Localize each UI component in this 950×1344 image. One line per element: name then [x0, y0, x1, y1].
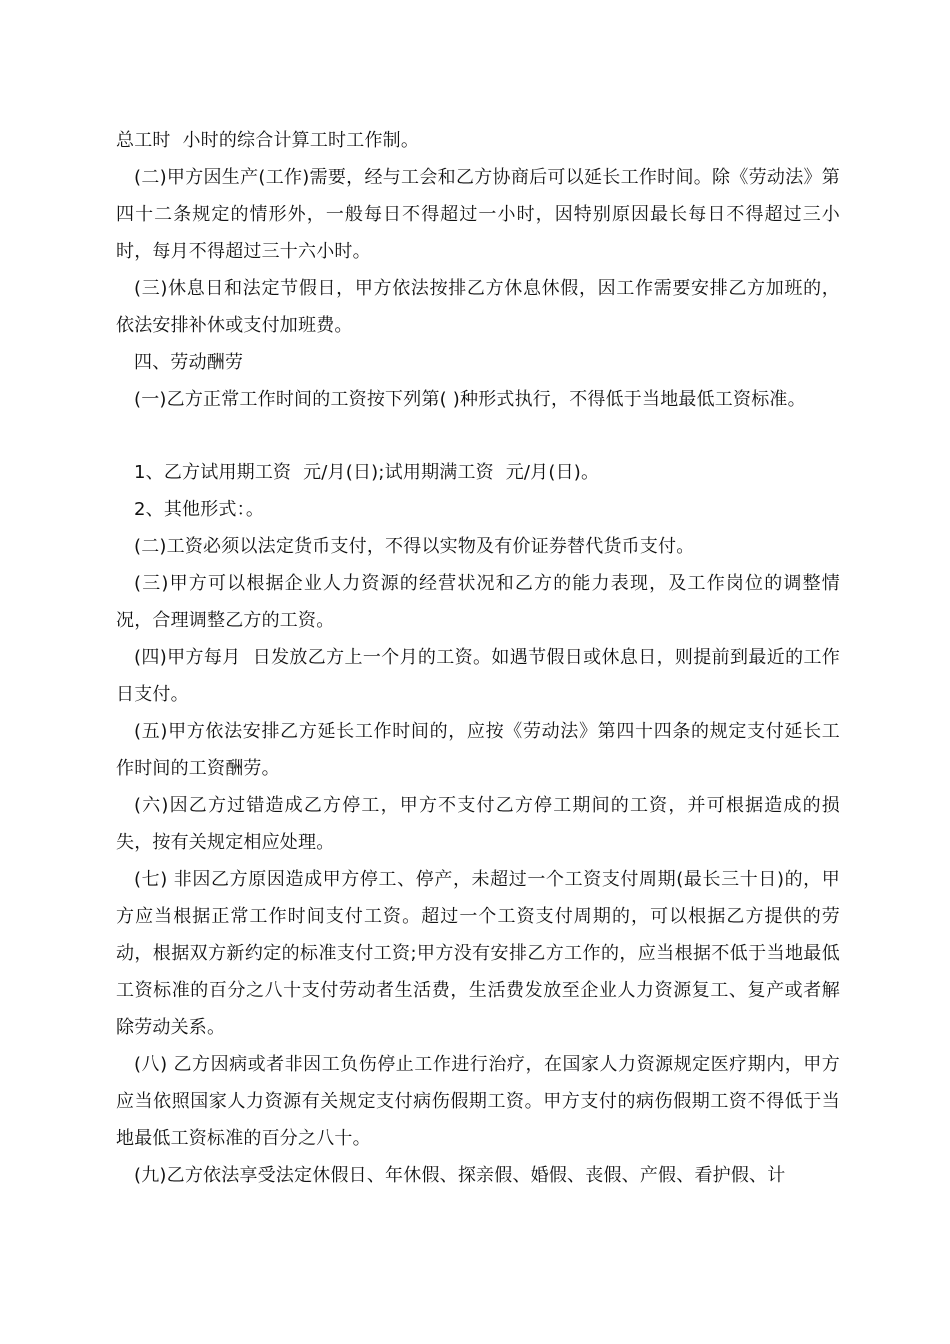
paragraph-employer-stoppage: (七) 非因乙方原因造成甲方停工、停产，未超过一个工资支付周期(最长三十日)的，甲方应当根据正常工作时间支付工资。超过一个工资支付周期的，可以根据乙方提供的劳动，根据双方新约定的标准支付工资;甲方没有安排乙方工作的，应当根据不低于当地最低工资标准的百分之八十支付劳动者生活费，生活费发放至企业人力资源复工、复产或者解除劳动关系。 [116, 869, 840, 1038]
document-body [116, 122, 840, 1194]
paragraph-legal-currency: (二)工资必须以法定货币支付，不得以实物及有价证券替代货币支付。 [134, 536, 695, 557]
paragraph-overtime-pay: (五)甲方依法安排乙方延长工作时间的，应按《劳动法》第四十四条的规定支付延长工作时间的工资酬劳。 [116, 721, 840, 779]
paragraph-overtime-extension: (二)甲方因生产(工作)需要，经与工会和乙方协商后可以延长工作时间。除《劳动法》第四十二条规定的情形外，一般每日不得超过一小时，因特别原因最长每日不得超过三小时，每月不得超过三十六小时。 [116, 167, 840, 262]
paragraph-probation-wage: 1、乙方试用期工资 元/月(日);试用期满工资 元/月(日)。 [134, 462, 600, 483]
paragraph-payday: (四)甲方每月 日发放乙方上一个月的工资。如遇节假日或休息日，则提前到最近的工作日支付。 [116, 647, 840, 705]
paragraph-sick-leave: (八) 乙方因病或者非因工负伤停止工作进行治疗，在国家人力资源规定医疗期内，甲方应当依照国家人力资源有关规定支付病伤假期工资。甲方支付的病伤假期工资不得低于当地最低工资标准的百分之八十。 [116, 1054, 840, 1149]
paragraph-work-hours-continued: 总工时 小时的综合计算工时工作制。 [116, 130, 420, 151]
paragraph-statutory-leave: (九)乙方依法享受法定休假日、年休假、探亲假、婚假、丧假、产假、看护假、计 [134, 1165, 786, 1186]
paragraph-rest-days: (三)休息日和法定节假日，甲方依法按排乙方休息休假，因工作需要安排乙方加班的，依法安排补休或支付加班费。 [116, 278, 840, 336]
paragraph-employee-fault-stoppage: (六)因乙方过错造成乙方停工，甲方不支付乙方停工期间的工资，并可根据造成的损失，按有关规定相应处理。 [116, 795, 840, 853]
paragraph-wage-adjustment: (三)甲方可以根据企业人力资源的经营状况和乙方的能力表现，及工作岗位的调整情况，合理调整乙方的工资。 [116, 573, 840, 631]
paragraph-wage-form: (一)乙方正常工作时间的工资按下列第( )种形式执行，不得低于当地最低工资标准。 [134, 389, 806, 410]
paragraph-other-form: 2、其他形式：。 [134, 499, 265, 520]
section-heading-labor-remuneration: 四、劳动酬劳 [134, 352, 244, 373]
